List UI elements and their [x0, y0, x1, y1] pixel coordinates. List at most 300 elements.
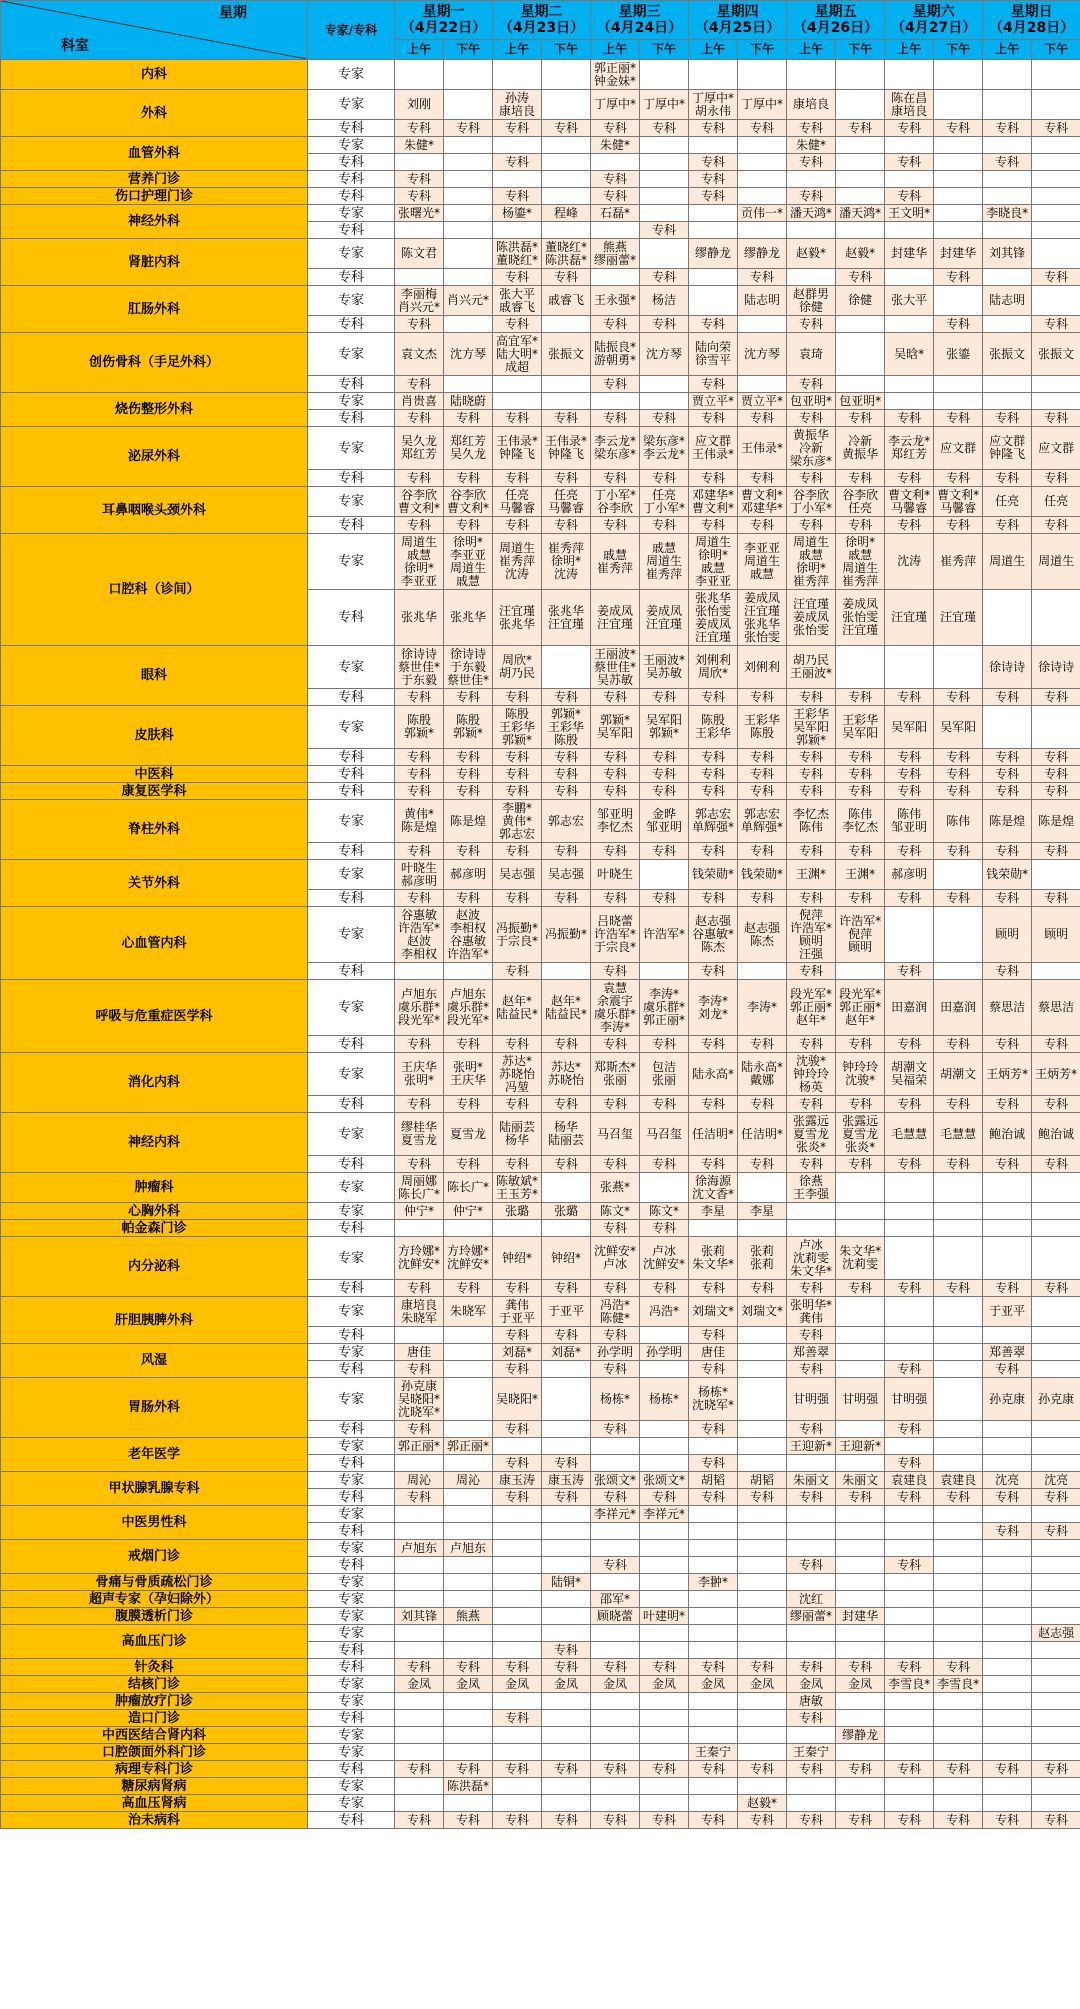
schedule-cell: 熊燕 缪丽蕾*: [591, 239, 640, 269]
schedule-cell: [885, 1574, 934, 1591]
schedule-cell: 专科: [836, 120, 885, 137]
schedule-cell: 贾立平*: [738, 393, 787, 410]
table-row: [1, 188, 1080, 205]
schedule-cell: [738, 1778, 787, 1795]
schedule-cell: 专科: [787, 1710, 836, 1727]
table-row: [1, 783, 1080, 800]
schedule-cell: 专科: [640, 1489, 689, 1506]
schedule-cell: 陈洪磊* 董晓红*: [493, 239, 542, 269]
schedule-cell: 徐诗诗 于东毅 蔡世佳*: [444, 646, 493, 689]
schedule-cell: 张露远 夏雪龙 张炎*: [836, 1113, 885, 1156]
schedule-cell: [983, 1642, 1032, 1659]
schedule-cell: [542, 1727, 591, 1744]
schedule-cell: 专科: [836, 1156, 885, 1173]
schedule-cell: [591, 1625, 640, 1642]
schedule-cell: [836, 646, 885, 689]
afternoon-header: 下午: [738, 40, 787, 60]
department-name: 肿瘤科: [1, 1173, 308, 1203]
table-row: [1, 1506, 1080, 1523]
schedule-cell: 专科: [591, 1220, 640, 1237]
schedule-cell: [591, 393, 640, 410]
schedule-cell: [787, 1220, 836, 1237]
schedule-cell: 专科: [836, 517, 885, 534]
schedule-cell: 专科: [1032, 890, 1080, 907]
schedule-cell: [493, 1727, 542, 1744]
schedule-cell: 于亚平: [983, 1297, 1032, 1327]
schedule-cell: 专科: [934, 120, 983, 137]
schedule-cell: 王秦宁: [689, 1744, 738, 1761]
schedule-cell: [542, 963, 591, 980]
table-row: [1, 1113, 1080, 1156]
schedule-cell: 专科: [1032, 316, 1080, 333]
schedule-cell: 周道生 戚慧 徐明* 李亚亚: [395, 534, 444, 590]
clinic-type: 专科: [308, 222, 395, 239]
schedule-cell: [934, 1608, 983, 1625]
department-name: 营养门诊: [1, 171, 308, 188]
schedule-cell: 张莉 张莉: [738, 1237, 787, 1280]
schedule-cell: 专科: [591, 120, 640, 137]
schedule-cell: 专科: [493, 1096, 542, 1113]
schedule-cell: 专科: [493, 269, 542, 286]
schedule-cell: 专科: [640, 222, 689, 239]
schedule-cell: 专科: [934, 1659, 983, 1676]
schedule-cell: 陈是煌: [983, 800, 1032, 843]
schedule-cell: [934, 1173, 983, 1203]
schedule-cell: 专科: [738, 1096, 787, 1113]
schedule-cell: [836, 1506, 885, 1523]
table-row: [1, 907, 1080, 963]
table-row: [1, 1727, 1080, 1744]
schedule-cell: 专科: [640, 1280, 689, 1297]
schedule-cell: 专科: [787, 1421, 836, 1438]
schedule-cell: 专科: [444, 1659, 493, 1676]
schedule-cell: [934, 1540, 983, 1557]
schedule-cell: 专科: [640, 517, 689, 534]
clinic-type: 专家: [308, 1574, 395, 1591]
schedule-cell: 李涛* 刘龙*: [689, 980, 738, 1036]
clinic-type: 专科: [308, 269, 395, 286]
schedule-cell: [591, 1727, 640, 1744]
schedule-cell: 专科: [395, 1036, 444, 1053]
schedule-cell: [836, 316, 885, 333]
schedule-cell: 丁厚中*: [591, 90, 640, 120]
schedule-cell: 专科: [885, 470, 934, 487]
schedule-cell: [444, 1693, 493, 1710]
schedule-cell: 金凤: [640, 1676, 689, 1693]
department-name: 神经外科: [1, 205, 308, 239]
schedule-cell: 专科: [787, 783, 836, 800]
schedule-cell: [836, 963, 885, 980]
schedule-cell: 专科: [493, 1421, 542, 1438]
schedule-cell: 专科: [542, 783, 591, 800]
schedule-cell: 专科: [934, 783, 983, 800]
schedule-cell: [738, 137, 787, 154]
schedule-cell: 专科: [1032, 1812, 1080, 1829]
schedule-cell: 专科: [493, 783, 542, 800]
schedule-cell: 专科: [689, 1280, 738, 1297]
schedule-cell: [689, 1625, 738, 1642]
schedule-cell: 贾立平*: [689, 393, 738, 410]
schedule-cell: 王丽波* 吴苏敏: [640, 646, 689, 689]
schedule-cell: [640, 205, 689, 222]
schedule-cell: 张兆华 汪宜瑾: [542, 590, 591, 646]
schedule-cell: [395, 1506, 444, 1523]
schedule-cell: [836, 333, 885, 376]
schedule-cell: 胡潮文: [934, 1053, 983, 1096]
schedule-cell: 专科: [885, 188, 934, 205]
schedule-cell: 陈殷 王彩华: [689, 706, 738, 749]
schedule-cell: [640, 376, 689, 393]
schedule-cell: 赵毅*: [787, 239, 836, 269]
schedule-cell: 吴军阳 郭颖*: [640, 706, 689, 749]
clinic-type: 专家: [308, 393, 395, 410]
schedule-cell: [983, 1506, 1032, 1523]
schedule-cell: 任亮: [1032, 487, 1080, 517]
morning-header: 上午: [787, 40, 836, 60]
schedule-cell: [444, 1344, 493, 1361]
schedule-cell: [591, 1438, 640, 1455]
schedule-cell: 郝彦明: [885, 860, 934, 890]
schedule-cell: 专科: [395, 376, 444, 393]
schedule-cell: 专科: [885, 1557, 934, 1574]
schedule-cell: 赵毅*: [836, 239, 885, 269]
schedule-cell: [1032, 376, 1080, 393]
schedule-cell: 仲宁*: [395, 1203, 444, 1220]
schedule-cell: 专科: [738, 783, 787, 800]
schedule-cell: 专科: [787, 1812, 836, 1829]
schedule-cell: [444, 1421, 493, 1438]
clinic-type: 专家: [308, 487, 395, 517]
schedule-cell: [689, 1693, 738, 1710]
schedule-cell: [787, 1727, 836, 1744]
schedule-cell: [885, 1693, 934, 1710]
schedule-cell: 郭正丽* 钟金妹*: [591, 60, 640, 90]
schedule-cell: [444, 1642, 493, 1659]
schedule-cell: [640, 171, 689, 188]
schedule-cell: [738, 1378, 787, 1421]
schedule-cell: 专科: [787, 1659, 836, 1676]
schedule-cell: [934, 646, 983, 689]
schedule-cell: [640, 1421, 689, 1438]
schedule-cell: 专科: [1032, 1280, 1080, 1297]
schedule-cell: [1032, 1421, 1080, 1438]
schedule-cell: 专科: [591, 1659, 640, 1676]
schedule-cell: [1032, 1574, 1080, 1591]
schedule-cell: [591, 1744, 640, 1761]
schedule-cell: 赵志强 陈杰: [738, 907, 787, 963]
schedule-cell: 专科: [640, 1036, 689, 1053]
schedule-cell: 钟绍*: [493, 1237, 542, 1280]
schedule-cell: [1032, 1676, 1080, 1693]
schedule-cell: 专科: [738, 1280, 787, 1297]
schedule-cell: 曹文利* 马馨睿: [934, 487, 983, 517]
schedule-cell: [640, 1361, 689, 1378]
schedule-cell: [542, 1361, 591, 1378]
schedule-cell: 专科: [493, 316, 542, 333]
schedule-cell: 袁建良: [885, 1472, 934, 1489]
schedule-cell: 专科: [493, 1156, 542, 1173]
schedule-cell: [836, 188, 885, 205]
schedule-cell: 专科: [689, 410, 738, 427]
schedule-cell: [738, 316, 787, 333]
schedule-cell: 专科: [640, 783, 689, 800]
schedule-cell: 姜成凤 汪宜瑾: [640, 590, 689, 646]
schedule-cell: [787, 60, 836, 90]
schedule-cell: 钟玲玲 沈骏*: [836, 1053, 885, 1096]
schedule-cell: 专科: [787, 410, 836, 427]
clinic-type: 专科: [308, 1327, 395, 1344]
table-row: [1, 534, 1080, 590]
schedule-cell: 周道生 戚慧 徐明* 崔秀萍: [787, 534, 836, 590]
schedule-cell: [444, 222, 493, 239]
schedule-cell: 专科: [444, 843, 493, 860]
schedule-cell: [983, 1625, 1032, 1642]
schedule-cell: 吴军阳: [934, 706, 983, 749]
schedule-cell: [885, 1591, 934, 1608]
clinic-type: 专科: [308, 1489, 395, 1506]
schedule-cell: 郑红芳 吴久龙: [444, 427, 493, 470]
schedule-cell: 专科: [934, 1036, 983, 1053]
schedule-cell: [1032, 90, 1080, 120]
schedule-cell: 龚伟 于亚平: [493, 1297, 542, 1327]
day-header: 星期六 （4月27日）: [885, 1, 983, 40]
schedule-cell: [591, 1710, 640, 1727]
table-row: [1, 171, 1080, 188]
schedule-cell: [1032, 393, 1080, 410]
schedule-cell: 邵军*: [591, 1591, 640, 1608]
schedule-cell: [836, 1557, 885, 1574]
clinic-type: 专科: [308, 1557, 395, 1574]
schedule-cell: [542, 90, 591, 120]
schedule-cell: [885, 60, 934, 90]
schedule-cell: 专科: [836, 1096, 885, 1113]
schedule-cell: [689, 1438, 738, 1455]
schedule-cell: [542, 1421, 591, 1438]
table-row: [1, 205, 1080, 222]
schedule-cell: 甘明强: [836, 1378, 885, 1421]
schedule-cell: [983, 1693, 1032, 1710]
schedule-cell: 专科: [885, 1421, 934, 1438]
clinic-type: 专家: [308, 1676, 395, 1693]
table-row: [1, 393, 1080, 410]
schedule-cell: 吴久龙 郑红芳: [395, 427, 444, 470]
schedule-cell: [983, 137, 1032, 154]
schedule-cell: 甘明强: [787, 1378, 836, 1421]
schedule-cell: 专科: [934, 1812, 983, 1829]
schedule-cell: 汪宜瑾 张兆华: [493, 590, 542, 646]
schedule-cell: 专科: [444, 410, 493, 427]
table-row: [1, 487, 1080, 517]
schedule-cell: 田嘉润: [934, 980, 983, 1036]
schedule-cell: 应文群 钟隆飞: [983, 427, 1032, 470]
schedule-cell: 夏雪龙: [444, 1113, 493, 1156]
schedule-cell: 专科: [836, 1659, 885, 1676]
schedule-cell: 王迎新*: [836, 1438, 885, 1455]
day-header: 星期一 （4月22日）: [395, 1, 493, 40]
department-name: 胃肠外科: [1, 1378, 308, 1438]
schedule-cell: [885, 1625, 934, 1642]
day-header: 星期二 （4月23日）: [493, 1, 591, 40]
schedule-cell: [542, 393, 591, 410]
table-row: [1, 1574, 1080, 1591]
schedule-cell: [934, 1591, 983, 1608]
schedule-cell: 专科: [395, 517, 444, 534]
schedule-cell: [934, 1523, 983, 1540]
schedule-cell: [444, 1625, 493, 1642]
schedule-cell: 徐诗诗 蔡世佳* 于东毅: [395, 646, 444, 689]
schedule-cell: 专科: [738, 689, 787, 706]
schedule-cell: [1032, 286, 1080, 316]
schedule-cell: 专科: [934, 470, 983, 487]
department-name: 中医男性科: [1, 1506, 308, 1540]
schedule-cell: [983, 60, 1032, 90]
clinic-type: 专家: [308, 907, 395, 963]
schedule-cell: 赵年* 陆益民*: [493, 980, 542, 1036]
schedule-cell: 专科: [885, 963, 934, 980]
schedule-cell: [640, 1173, 689, 1203]
schedule-cell: 专科: [542, 269, 591, 286]
schedule-cell: 王炳芳*: [1032, 1053, 1080, 1096]
clinic-type: 专科: [308, 1220, 395, 1237]
schedule-cell: 李忆杰 陈伟: [787, 800, 836, 843]
schedule-cell: [444, 1591, 493, 1608]
schedule-cell: 曹文利* 邓建华*: [738, 487, 787, 517]
schedule-cell: 专科: [395, 1812, 444, 1829]
schedule-cell: 专科: [591, 783, 640, 800]
schedule-cell: [787, 1574, 836, 1591]
clinic-type: 专家: [308, 205, 395, 222]
schedule-cell: 专科: [591, 1489, 640, 1506]
schedule-cell: [395, 1795, 444, 1812]
schedule-cell: [640, 1455, 689, 1472]
schedule-cell: 任亮 马馨睿: [542, 487, 591, 517]
schedule-cell: [738, 1327, 787, 1344]
schedule-cell: 曹文利* 马馨睿: [885, 487, 934, 517]
schedule-cell: [640, 963, 689, 980]
schedule-cell: [934, 1693, 983, 1710]
schedule-cell: 专科: [983, 1812, 1032, 1829]
schedule-cell: [1032, 706, 1080, 749]
schedule-cell: 石磊*: [591, 205, 640, 222]
schedule-cell: [934, 1795, 983, 1812]
schedule-cell: 专科: [787, 154, 836, 171]
schedule-cell: [640, 1327, 689, 1344]
schedule-cell: [493, 1220, 542, 1237]
schedule-cell: 段光军* 郭正丽* 赵年*: [787, 980, 836, 1036]
schedule-cell: [885, 1744, 934, 1761]
department-name: 治未病科: [1, 1812, 308, 1829]
schedule-cell: 专科: [591, 171, 640, 188]
schedule-cell: [542, 171, 591, 188]
schedule-cell: 专科: [542, 1659, 591, 1676]
schedule-cell: [983, 1237, 1032, 1280]
schedule-cell: [983, 188, 1032, 205]
schedule-cell: [738, 1693, 787, 1710]
schedule-cell: [983, 1778, 1032, 1795]
schedule-cell: 陈伟: [934, 800, 983, 843]
schedule-cell: 专科: [591, 1096, 640, 1113]
schedule-cell: 专科: [787, 1280, 836, 1297]
schedule-cell: [1032, 590, 1080, 646]
schedule-cell: 专科: [689, 766, 738, 783]
schedule-cell: 袁文杰: [395, 333, 444, 376]
schedule-cell: [836, 171, 885, 188]
schedule-cell: [444, 376, 493, 393]
schedule-cell: [444, 137, 493, 154]
schedule-cell: 专科: [885, 410, 934, 427]
schedule-cell: 专科: [983, 689, 1032, 706]
schedule-cell: [836, 1523, 885, 1540]
schedule-cell: 专科: [542, 749, 591, 766]
schedule-cell: [934, 1344, 983, 1361]
schedule-cell: [738, 1727, 787, 1744]
schedule-cell: 贡伟一*: [738, 205, 787, 222]
schedule-cell: 专科: [395, 410, 444, 427]
schedule-cell: [444, 239, 493, 269]
table-row: [1, 1693, 1080, 1710]
schedule-cell: 张振文: [1032, 333, 1080, 376]
clinic-type: 专科: [308, 410, 395, 427]
schedule-cell: 专科: [689, 517, 738, 534]
schedule-cell: 毛慧慧: [885, 1113, 934, 1156]
schedule-cell: 专科: [738, 1156, 787, 1173]
schedule-cell: 专科: [444, 890, 493, 907]
schedule-cell: 专科: [640, 470, 689, 487]
schedule-cell: 专科: [640, 766, 689, 783]
schedule-cell: 专科: [493, 1659, 542, 1676]
schedule-cell: 专科: [689, 1036, 738, 1053]
schedule-cell: 陈伟 邹亚明: [885, 800, 934, 843]
clinic-type: 专家: [308, 60, 395, 90]
schedule-cell: [640, 393, 689, 410]
schedule-cell: 专科: [934, 1761, 983, 1778]
schedule-cell: [1032, 1608, 1080, 1625]
schedule-cell: 专科: [542, 1280, 591, 1297]
schedule-cell: 朱健*: [395, 137, 444, 154]
schedule-cell: [395, 1523, 444, 1540]
schedule-cell: [493, 171, 542, 188]
schedule-cell: [493, 1540, 542, 1557]
schedule-cell: 专科: [885, 1659, 934, 1676]
schedule-cell: 专科: [934, 749, 983, 766]
schedule-cell: 周道生: [1032, 534, 1080, 590]
table-row: [1, 1778, 1080, 1795]
clinic-type: 专科: [308, 843, 395, 860]
schedule-cell: 鲍治诚: [1032, 1113, 1080, 1156]
schedule-cell: 许浩军* 倪萍 顾明: [836, 907, 885, 963]
schedule-cell: 蔡思洁: [1032, 980, 1080, 1036]
schedule-cell: 专科: [787, 517, 836, 534]
schedule-cell: 专科: [444, 766, 493, 783]
schedule-cell: [542, 1540, 591, 1557]
table-row: [1, 1591, 1080, 1608]
schedule-cell: 应文群: [934, 427, 983, 470]
schedule-cell: 专科: [787, 689, 836, 706]
schedule-cell: 专科: [738, 749, 787, 766]
schedule-cell: [885, 137, 934, 154]
schedule-cell: 李涛*: [738, 980, 787, 1036]
schedule-cell: [444, 1795, 493, 1812]
schedule-cell: 陆向荣 徐雪平: [689, 333, 738, 376]
schedule-cell: 专科: [591, 1036, 640, 1053]
schedule-cell: [787, 1795, 836, 1812]
schedule-cell: [444, 171, 493, 188]
schedule-cell: [493, 393, 542, 410]
schedule-cell: 专科: [689, 470, 738, 487]
schedule-cell: 专科: [885, 843, 934, 860]
schedule-cell: [1032, 1642, 1080, 1659]
schedule-cell: [983, 1220, 1032, 1237]
